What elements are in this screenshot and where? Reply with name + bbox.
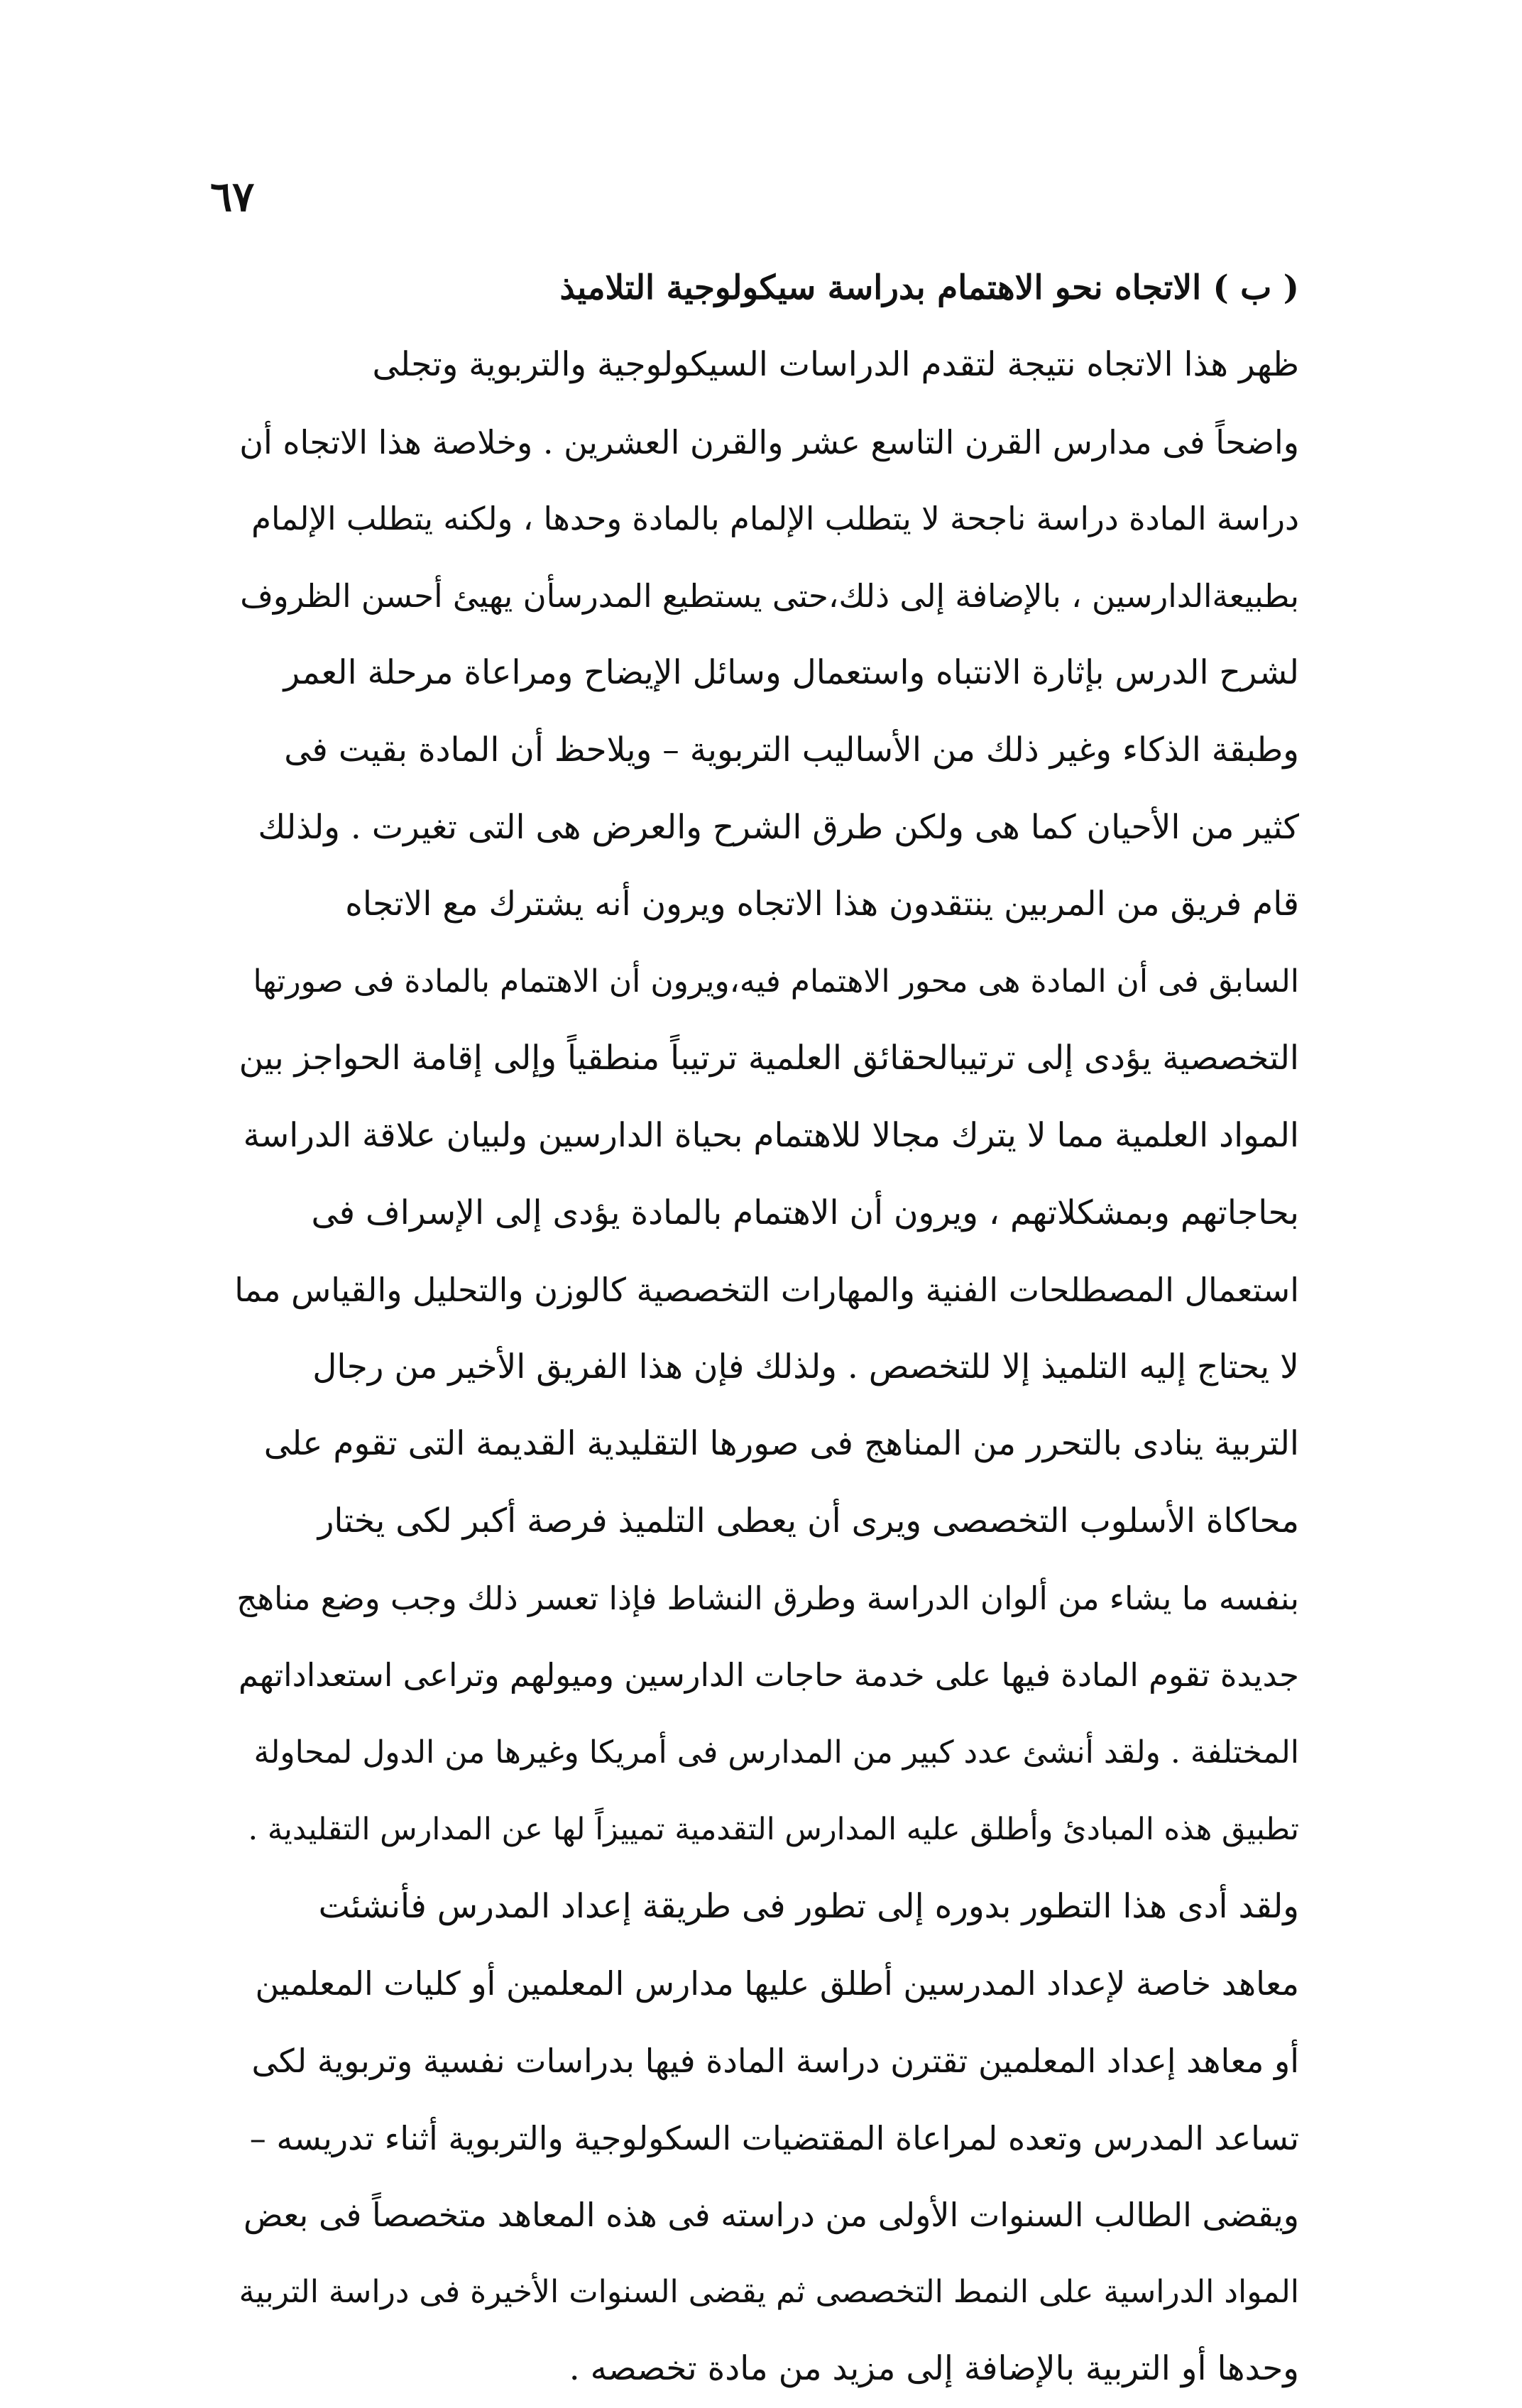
text-line: بنفسه ما يشاء من ألوان الدراسة وطرق النشاط فإذا تعسر ذلك وجب وضع مناهج xyxy=(236,1579,1299,1617)
section-heading: ( ب ) الاتجاه نحو الاهتمام بدراسة سيكولوجية التلاميذ xyxy=(559,268,1299,307)
page-number: ٦٧ xyxy=(210,173,255,221)
text-line: ظهر هذا الاتجاه نتيجة لتقدم الدراسات السيكولوجية والتربوية وتجلى xyxy=(372,345,1299,384)
text-line: ويقضى الطالب السنوات الأولى من دراسته فى هذه المعاهد متخصصاً فى بعض xyxy=(243,2196,1299,2235)
text-line: تساعد المدرس وتعده لمراعاة المقتضيات السكولوجية والتربوية أثناء تدريسه – xyxy=(249,2118,1299,2157)
text-line: ولقد أدى هذا التطور بدوره إلى تطور فى طريقة إعداد المدرس فأنشئت xyxy=(318,1886,1299,1926)
text-line: التربية ينادى بالتحرر من المناهج فى صورها التقليدية القديمة التى تقوم على xyxy=(263,1424,1299,1464)
text-line: المواد العلمية مما لا يترك مجالا للاهتمام بحياة الدارسين ولبيان علاقة الدراسة xyxy=(243,1115,1299,1155)
text-line: واضحاً فى مدارس القرن التاسع عشر والقرن العشرين . وخلاصة هذا الاتجاه أن xyxy=(239,422,1299,461)
text-line: كثير من الأحيان كما هى ولكن طرق الشرح والعرض هى التى تغيرت . ولذلك xyxy=(258,807,1299,847)
text-line: لشرح الدرس بإثارة الانتباه واستعمال وسائل الإيضاح ومراعاة مرحلة العمر xyxy=(283,653,1299,693)
paragraph-lines xyxy=(234,327,1299,2408)
text-line: دراسة المادة دراسة ناجحة لا يتطلب الإلمام بالمادة وحدها ، ولكنه يتطلب الإلمام xyxy=(251,500,1299,538)
body-text xyxy=(234,250,1299,2408)
text-line: التخصصية يؤدى إلى ترتيبالحقائق العلمية ترتيباً منطقياً وإلى إقامة الحواجز بين xyxy=(239,1039,1299,1078)
text-line: المواد الدراسية على النمط التخصصى ثم يقضى السنوات الأخيرة فى دراسة التربية xyxy=(239,2273,1299,2310)
text-line: بطبيعةالدارسين ، بالإضافة إلى ذلك،حتى يستطيع المدرسأن يهيئ أحسن الظروف xyxy=(240,576,1299,615)
text-line: وطبقة الذكاء وغير ذلك من الأساليب التربوية – ويلاحظ أن المادة بقيت فى xyxy=(284,730,1299,770)
text-line: تطبيق هذه المبادئ وأطلق عليه المدارس التقدمية تمييزاً لها عن المدارس التقليدية . xyxy=(248,1812,1299,1848)
text-line: بحاجاتهم وبمشكلاتهم ، ويرون أن الاهتمام بالمادة يؤدى إلى الإسراف فى xyxy=(311,1193,1299,1232)
text-line: معاهد خاصة لإعداد المدرسين أطلق عليها مدارس المعلمين أو كليات المعلمين xyxy=(255,1964,1299,2003)
text-line: لا يحتاج إليه التلميذ إلا للتخصص . ولذلك فإن هذا الفريق الأخير من رجال xyxy=(312,1347,1299,1386)
text-line: وحدها أو التربية بالإضافة إلى مزيد من مادة تخصصه . xyxy=(569,2349,1299,2389)
text-line: محاكاة الأسلوب التخصصى ويرى أن يعطى التلميذ فرصة أكبر لكى يختار xyxy=(317,1501,1299,1540)
text-line: السابق فى أن المادة هى محور الاهتمام فيه،ويرون أن الاهتمام بالمادة فى صورتها xyxy=(253,963,1299,1000)
text-line: جديدة تقوم المادة فيها على خدمة حاجات الدارسين وميولهم وتراعى استعداداتهم xyxy=(238,1656,1299,1695)
text-line: قام فريق من المربين ينتقدون هذا الاتجاه ويرون أنه يشترك مع الاتجاه xyxy=(345,885,1299,924)
text-line: استعمال المصطلحات الفنية والمهارات التخصصية كالوزن والتحليل والقياس مما xyxy=(234,1271,1299,1310)
text-line: أو معاهد إعداد المعلمين تقترن دراسة المادة فيها بدراسات نفسية وتربوية لكى xyxy=(251,2042,1299,2081)
text-line: المختلفة . ولقد أنشئ عدد كبير من المدارس فى أمريكا وغيرها من الدول لمحاولة xyxy=(253,1734,1299,1771)
